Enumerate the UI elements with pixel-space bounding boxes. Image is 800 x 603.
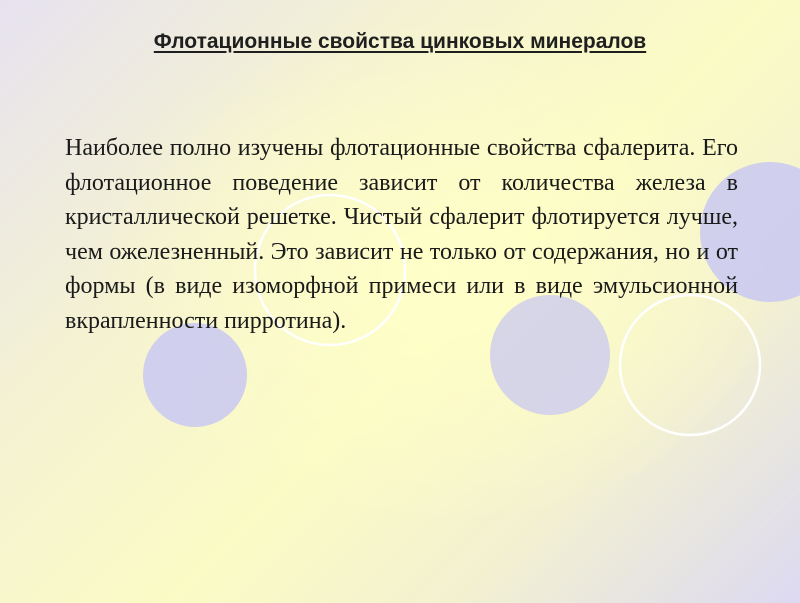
slide-title: Флотационные свойства цинковых минералов (153, 30, 647, 53)
slide-body-text: Наиболее полно изучены флотационные свойства сфалерита. Его флотационное поведение зависит от количества железа в кристаллической решетке. Чистый сфалерит флотируется лучше, чем ожелезненный. Это зависит не только от содержания, но и от формы (в виде изоморфной примеси или в виде эмульсионной вкрапленности пирротина). (65, 135, 738, 334)
decor-circle-filled-left (143, 323, 247, 427)
